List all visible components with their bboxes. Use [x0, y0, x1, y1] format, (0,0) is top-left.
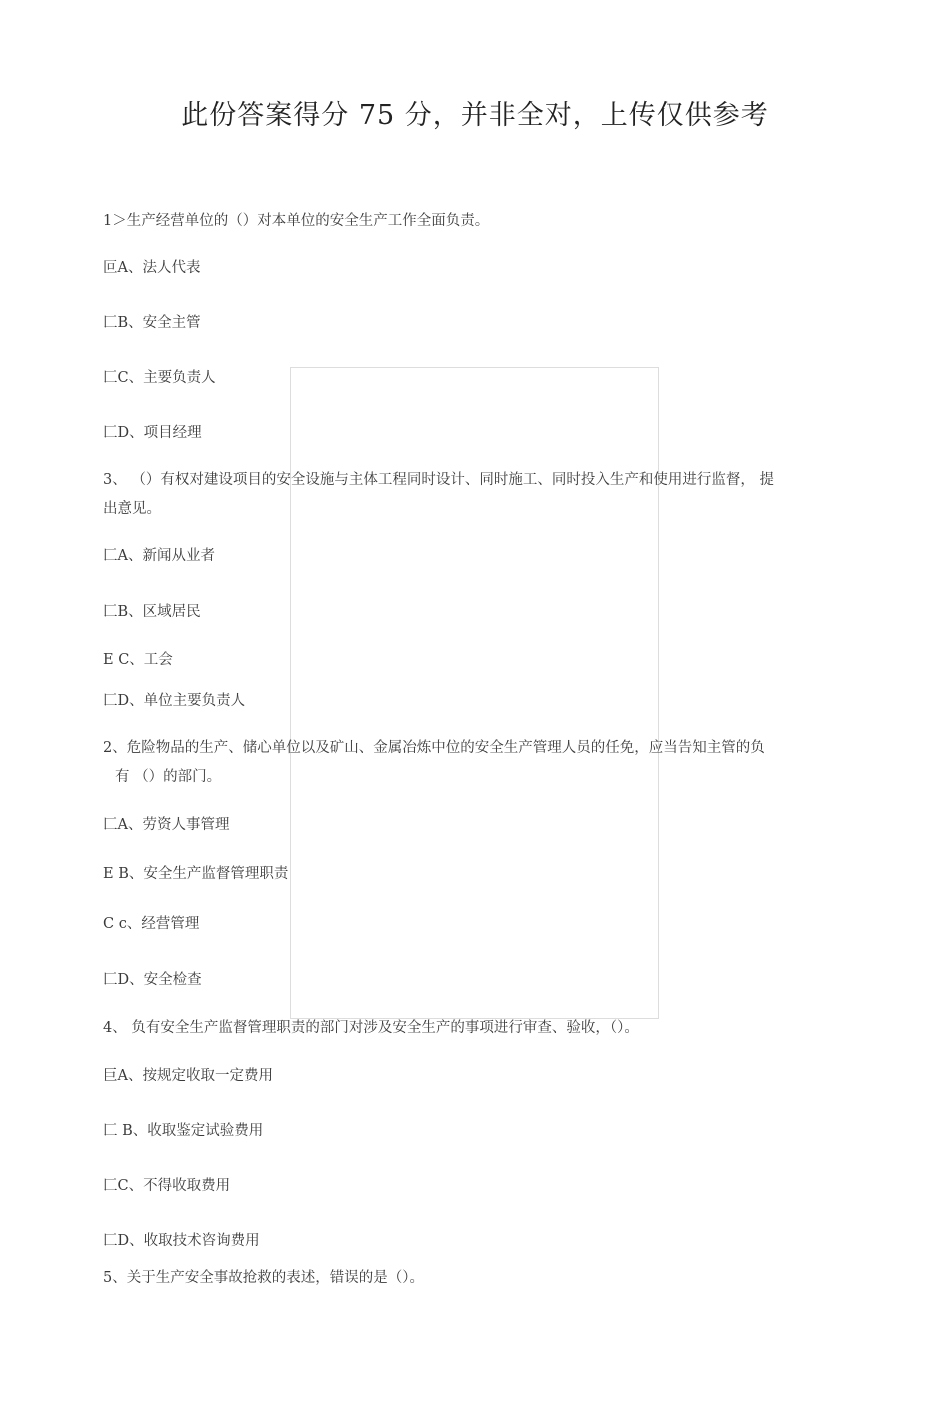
- question-1-option-c[interactable]: 匚C、主要负责人: [103, 370, 216, 386]
- question-2-line-1: 2、危险物品的生产、储心单位以及矿山、金属冶炼中位的安全生产管理人员的任免，应当告知主管的负: [103, 740, 765, 756]
- question-4-option-d[interactable]: 匚D、收取技术咨询费用: [103, 1233, 260, 1249]
- question-3-option-a[interactable]: 匚A、新闻从业者: [103, 548, 215, 564]
- question-3-option-b[interactable]: 匚B、区域居民: [103, 604, 201, 620]
- question-2-option-d[interactable]: 匚D、安全检查: [103, 972, 202, 988]
- question-2-option-a[interactable]: 匚A、劳资人事管理: [103, 817, 230, 833]
- question-2-option-c[interactable]: C c、经营管理: [103, 916, 200, 932]
- question-3-option-d[interactable]: 匚D、单位主要负责人: [103, 693, 246, 709]
- page-title: 此份答案得分 75 分，并非全对，上传仅供参考: [181, 100, 769, 131]
- image-placeholder-frame: [290, 367, 659, 1019]
- question-1-option-a[interactable]: 叵A、法人代表: [103, 260, 201, 276]
- question-3-line-1: 3、 （）有权对建设项目的安全设施与主体工程同时设计、同时施工、同时投入生产和使用进行监督， 提: [103, 472, 774, 488]
- question-4-text: 4、 负有安全生产监督管理职责的部门对涉及安全生产的事项进行审查、验收，（）。: [103, 1020, 639, 1036]
- question-2-option-b[interactable]: E B、安全生产监督管理职责: [103, 866, 289, 882]
- question-3-text: [103, 466, 848, 524]
- question-4-option-a[interactable]: 巨A、按规定收取一定费用: [103, 1068, 273, 1084]
- question-1-option-d[interactable]: 匚D、项目经理: [103, 425, 202, 441]
- question-2-line-2: 有 （）的部门。: [115, 769, 222, 785]
- question-4-option-c[interactable]: 匚C、不得收取费用: [103, 1178, 231, 1194]
- question-1-text: 1＞生产经营单位的（）对本单位的安全生产工作全面负责。: [103, 213, 490, 229]
- question-3-option-c[interactable]: E C、工会: [103, 652, 173, 668]
- question-1-option-b[interactable]: 匚B、安全主管: [103, 315, 201, 331]
- question-5-text: 5、关于生产安全事故抢救的表述，错误的是（）。: [103, 1270, 424, 1286]
- question-2-text: [103, 734, 848, 792]
- question-4-option-b[interactable]: 匚 B、收取鉴定试验费用: [103, 1123, 264, 1139]
- question-3-line-2: 出意见。: [103, 501, 161, 517]
